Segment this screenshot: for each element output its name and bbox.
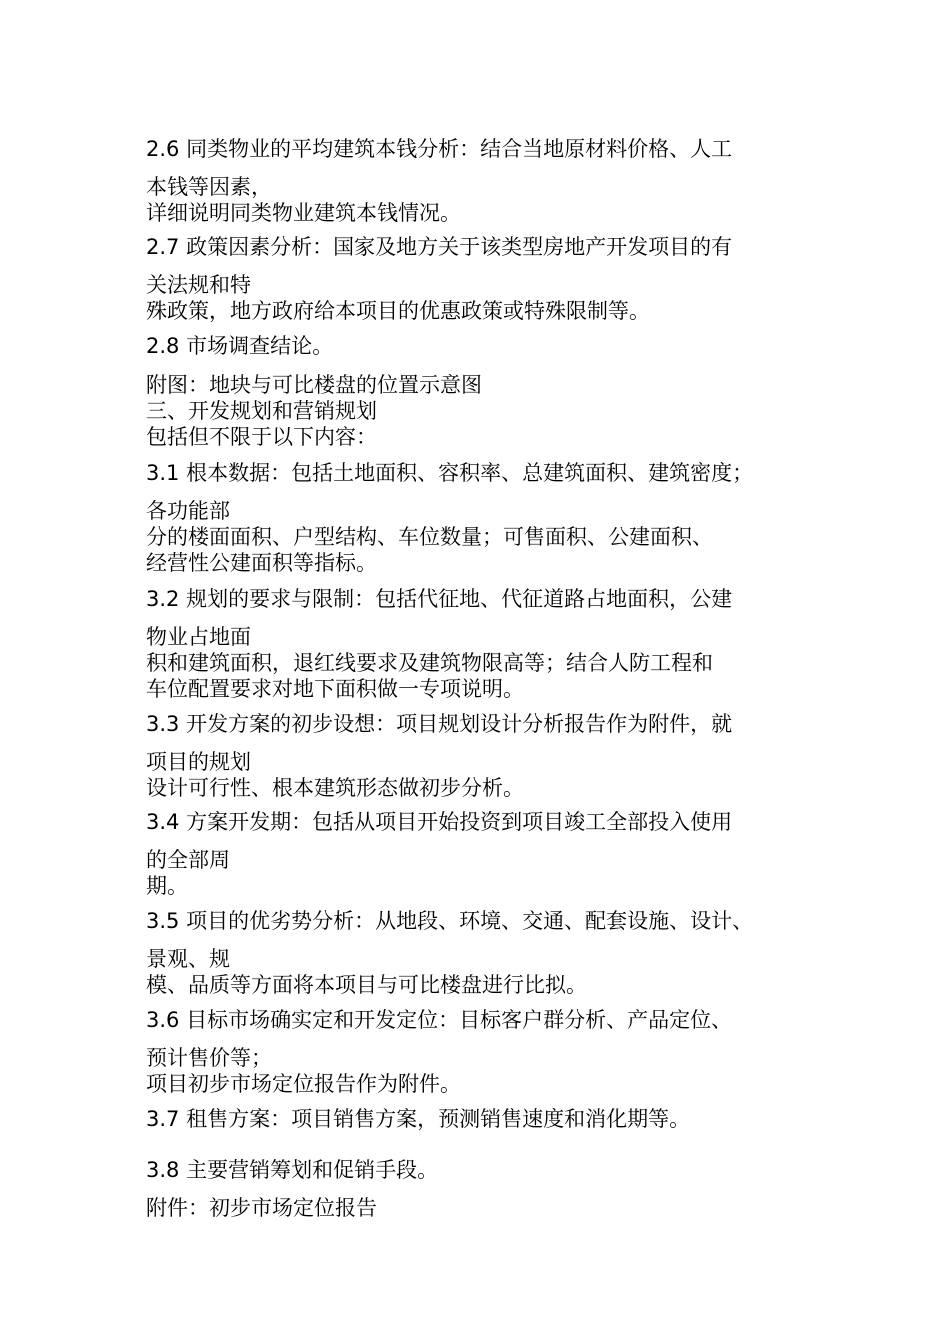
text-line [146,424,377,450]
section-number: 3.7 [146,1107,180,1131]
text-line [146,174,272,200]
text-line [146,650,713,676]
text-line [146,298,650,324]
text-line [146,847,230,873]
line-text: 各功能部 [146,499,230,523]
line-text: 项目初步市场定位报告作为附件。 [146,1072,461,1096]
line-text: 殊政策，地方政府给本项目的优惠政策或特殊限制等。 [146,299,650,323]
line-text: 目标市场确实定和开发定位：目标客户群分析、产品定位、 [186,1008,733,1032]
text-line [146,775,524,801]
line-text: 附件：初步市场定位报告 [146,1196,377,1220]
section-line-2-6 [146,136,732,162]
section-number: 3.2 [146,587,180,611]
line-text: 政策因素分析：国家及地方关于该类型房地产开发项目的有 [186,235,733,259]
text-line [146,1195,377,1221]
line-text: 方案开发期：包括从项目开始投资到项目竣工全部投入使用 [186,810,733,834]
text-line [146,1045,272,1071]
line-text: 分的楼面面积、户型结构、车位数量；可售面积、公建面积、 [146,525,713,549]
line-text: 包括但不限于以下内容： [146,425,377,449]
text-line [146,972,587,998]
text-line [146,946,230,972]
line-text: 积和建筑面积，退红线要求及建筑物限高等；结合人防工程和 [146,651,713,675]
section-number: 3.8 [146,1158,180,1182]
section-line-3-6 [146,1007,732,1033]
text-line [146,624,251,650]
section-line-3-1 [146,460,753,486]
line-text: 期。 [146,874,188,898]
line-text: 三、开发规划和营销规划 [146,399,377,423]
section-number: 2.7 [146,235,180,259]
section-number: 3.1 [146,461,180,485]
section-line-2-8 [146,333,333,359]
text-line [146,498,230,524]
line-text: 预计售价等； [146,1046,272,1070]
line-text: 物业占地面 [146,625,251,649]
section-line-2-7 [146,234,732,260]
section-line-3-4 [146,809,732,835]
line-text: 项目的规划 [146,750,251,774]
text-line [146,550,377,576]
text-line [146,676,524,702]
section-line-3-2 [146,586,732,612]
section-line-3-7 [146,1106,690,1132]
line-text: 主要营销筹划和促销手段。 [186,1158,439,1182]
section-number: 3.4 [146,810,180,834]
line-text: 附图：地块与可比楼盘的位置示意图 [146,373,482,397]
section-number: 3.5 [146,909,180,933]
section-line-3-5 [146,908,753,934]
text-line [146,1071,461,1097]
line-text: 开发方案的初步设想：项目规划设计分析报告作为附件，就 [186,712,733,736]
line-text: 模、品质等方面将本项目与可比楼盘进行比拟。 [146,973,587,997]
line-text: 根本数据：包括土地面积、容积率、总建筑面积、建筑密度； [186,461,754,485]
line-text: 本钱等因素， [146,175,272,199]
section-number: 2.6 [146,137,180,161]
text-line [146,873,188,899]
line-text: 经营性公建面积等指标。 [146,551,377,575]
line-text: 同类物业的平均建筑本钱分析：结合当地原材料价格、人工 [186,137,733,161]
line-text: 规划的要求与限制：包括代征地、代征道路占地面积，公建 [186,587,733,611]
text-line [146,749,251,775]
line-text: 租售方案：项目销售方案，预测销售速度和消化期等。 [186,1107,691,1131]
line-text: 景观、规 [146,947,230,971]
section-line-3-8 [146,1157,438,1183]
text-line [146,524,713,550]
text-line [146,398,377,424]
line-text: 项目的优劣势分析：从地段、环境、交通、配套设施、设计、 [186,909,754,933]
line-text: 设计可行性、根本建筑形态做初步分析。 [146,776,524,800]
line-text: 市场调查结论。 [186,334,334,358]
section-number: 2.8 [146,334,180,358]
section-line-3-3 [146,711,732,737]
section-number: 3.3 [146,712,180,736]
text-line [146,272,251,298]
line-text: 详细说明同类物业建筑本钱情况。 [146,201,461,225]
section-number: 3.6 [146,1008,180,1032]
text-line [146,372,482,398]
line-text: 车位配置要求对地下面积做一专项说明。 [146,677,524,701]
line-text: 关法规和特 [146,273,251,297]
line-text: 的全部周 [146,848,230,872]
text-line [146,200,461,226]
